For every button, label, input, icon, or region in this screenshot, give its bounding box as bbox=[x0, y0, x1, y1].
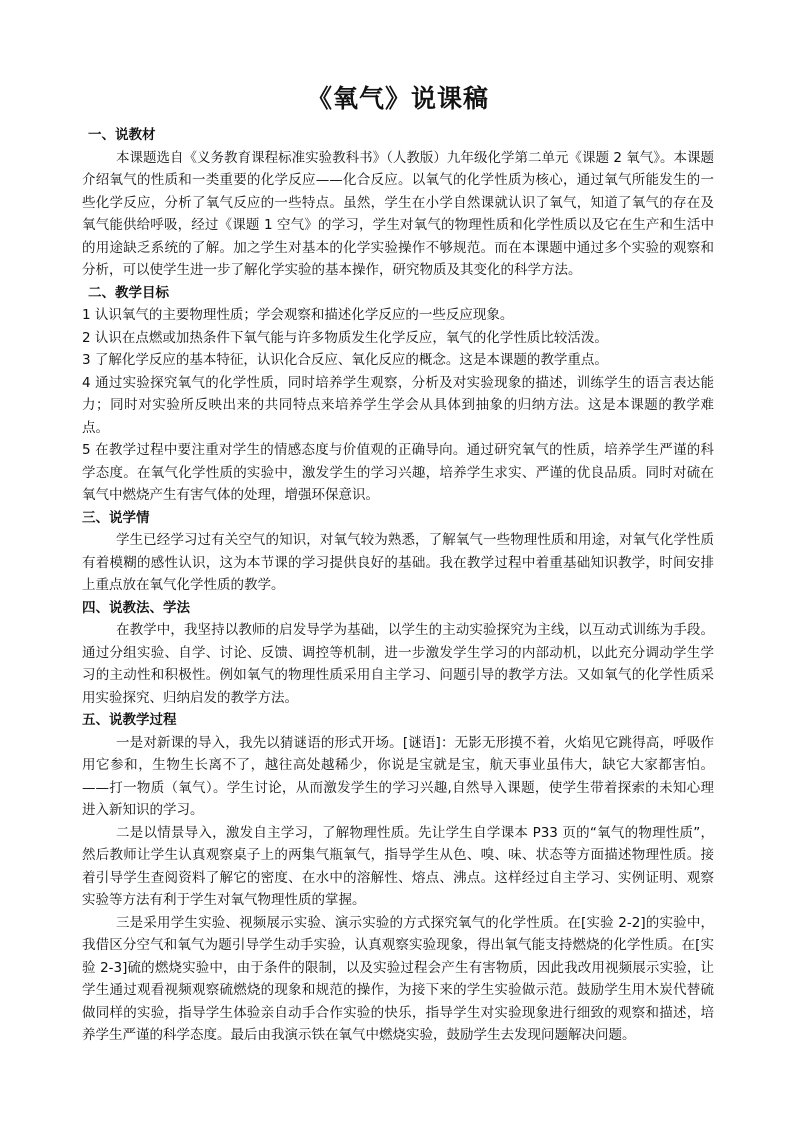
section-heading-student-analysis: 三、说学情 bbox=[82, 509, 150, 526]
section-heading-teaching-material: 一、说教材 bbox=[88, 127, 156, 143]
paragraph-process-chemical-properties: 三是采用学生实验、视频展示实验、演示实验的方式探究氧气的化学性质。在[实验 2-2]的实验中，我借区分空气和氧气为题引导学生动手实验，认真观察实验现象，得出氧气能支持燃烧的化学性质。在[实验 2-3]硫的燃烧实验中，由于条件的限制，以及实验过程会产生有害物质，因此我改用视频展示实验，让学生通过观看视频观察硫燃烧的现象和规范的操作，为接下来的学生实验做示范。鼓励学生用木炭代替硫做同样的实验，指导学生体验亲自动手合作实验的快乐，指导学生对实验现象进行细致的观察和描述，培养学生严谨的科学态度。最后由我演示铁在氧气中燃烧实验，鼓励学生去发现问题解决问题。 bbox=[82, 914, 714, 1043]
paragraph-teaching-material: 本课题选自《义务教育课程标准实验教科书》（人教版）九年级化学第二单元《课题 2 氧气》。本课题介绍氧气的性质和一类重要的化学反应——化合反应。以氧气的化学性质为核心，通过氧气所能发生的一些化学反应，分析了氧气反应的一些特点。虽然，学生在小学自然课就认识了氧气，知道了氧气的存在及氧气能供给呼吸，经过《课题 1 空气》的学习，学生对氧气的物理性质和化学性质以及它在生产和生活中的用途缺乏系统的了解。加之学生对基本的化学实验操作不够规范。而在本课题中通过多个实验的观察和分析，可以使学生进一步了解化学实验的基本操作，研究物质及其变化的科学方法。 bbox=[82, 149, 714, 278]
paragraph-student-analysis: 学生已经学习过有关空气的知识，对氧气较为熟悉，了解氧气一些物理性质和用途，对氧气化学性质有着模糊的感性认识，这为本节课的学习提供良好的基础。我在教学过程中着重基础知识教学，时间安排上重点放在氧气化学性质的教学。 bbox=[82, 532, 714, 593]
objective-item-1: 1 认识氧气的主要物理性质；学会观察和描述化学反应的一些反应现象。 bbox=[82, 307, 514, 323]
document-page bbox=[82, 82, 714, 1047]
section-heading-teaching-objectives: 二、教学目标 bbox=[88, 284, 169, 301]
objective-item-2: 2 认识在点燃或加热条件下氧气能与许多物质发生化学反应，氧气的化学性质比较活泼。 bbox=[82, 329, 608, 346]
paragraph-process-intro: 一是对新课的导入，我先以猜谜语的形式开场。[谜语]：无影无形摸不着，火焰见它跳得高，呼吸作用它参和，生物生长离不了，越往高处越稀少，你说是宝就是宝，航天事业虽伟大，缺它大家都害怕。——打一物质（氧气）。学生讨论，从而激发学生的学习兴趣,自然导入课题，使学生带着探索的未知心理进入新知识的学习。 bbox=[82, 734, 714, 818]
section-heading-teaching-process: 五、说教学过程 bbox=[82, 712, 177, 728]
objective-item-3: 3 了解化学反应的基本特征，认识化合反应、氧化反应的概念。这是本课题的教学重点。 bbox=[82, 352, 608, 368]
objective-item-4: 4 通过实验探究氧气的化学性质，同时培养学生观察，分析及对实验现象的描述，训练学生的语言表达能力；同时对实验所反映出来的共同特点来培养学生学会从具体到抽象的归纳方法。这是本课题的教学难点。 bbox=[82, 374, 714, 436]
document-title: 《氧气》说课稿 bbox=[306, 84, 489, 113]
paragraph-process-physical-properties: 二是以情景导入，激发自主学习，了解物理性质。先让学生自学课本 P33 页的“氧气的物理性质”，然后教师让学生认真观察桌子上的两集气瓶氧气，指导学生从色、嗅、味、状态等方面描述物理性质。接着引导学生查阅资料了解它的密度、在水中的溶解性、熔点、沸点。这样经过自主学习、实例证明、观察实验等方法有利于学生对氧气物理性质的掌握。 bbox=[82, 824, 714, 908]
objective-item-5: 5 在教学过程中要注重对学生的情感态度与价值观的正确导向。通过研究氧气的性质，培养学生严谨的科学态度。在氧气化学性质的实验中，激发学生的学习兴趣，培养学生求实、严谨的优良品质。同时对硫在氧气中燃烧产生有害气体的处理，增强环保意识。 bbox=[82, 442, 714, 503]
paragraph-teaching-methods: 在教学中，我坚持以教师的启发导学为基础，以学生的主动实验探究为主线，以互动式训练为手段。通过分组实验、自学、讨论、反馈、调控等机制，进一步激发学生学习的内部动机，以此充分调动学生学习的主动性和积极性。例如氧气的物理性质采用自主学习、问题引导的教学方法。又如氧气的化学性质采用实验探究、归纳启发的教学方法。 bbox=[82, 622, 714, 706]
section-heading-teaching-methods: 四、说教法、学法 bbox=[82, 599, 190, 616]
